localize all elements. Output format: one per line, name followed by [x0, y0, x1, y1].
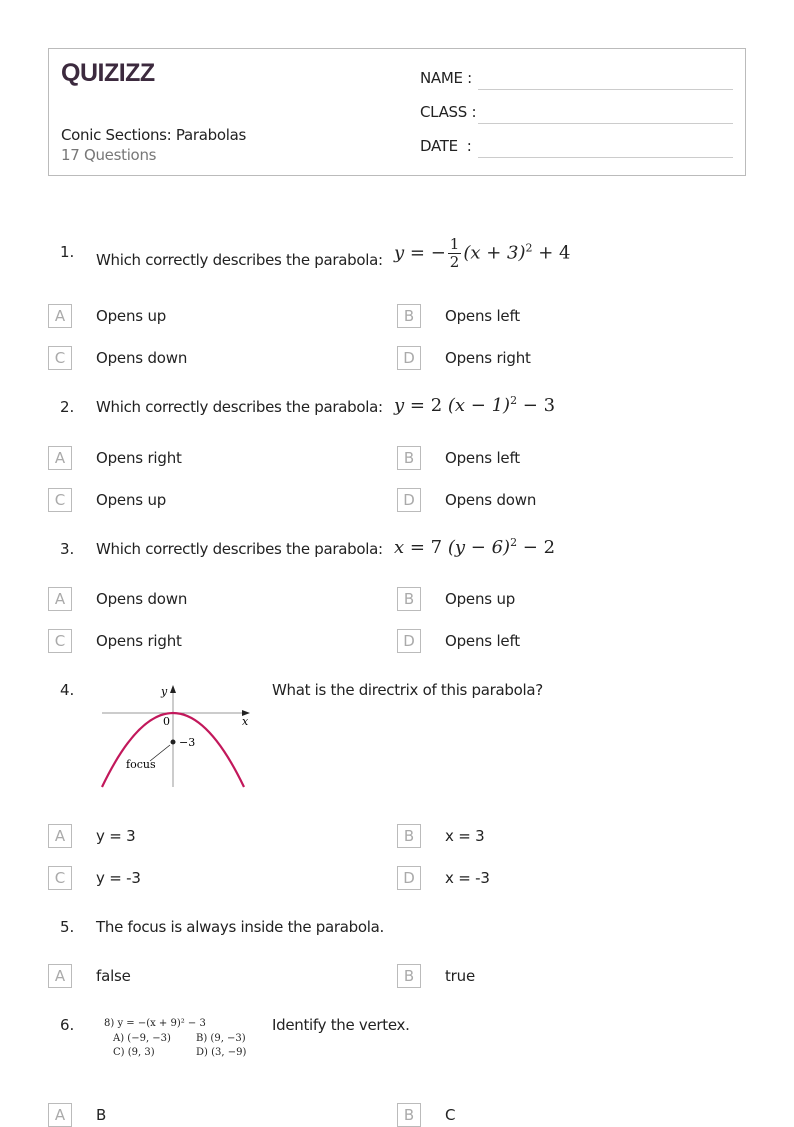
- focus-label: focus: [126, 758, 156, 771]
- option-a-box[interactable]: A: [48, 446, 72, 470]
- image-equation: 8) y = −(x + 9)² − 3: [104, 1018, 206, 1029]
- option-b-text: Opens up: [445, 590, 516, 608]
- class-field[interactable]: [478, 123, 733, 124]
- question-equation: y = − $\frac{1}{2}$ $(x + 3)^2 + 4$: [394, 235, 571, 271]
- option-b-box[interactable]: B: [397, 446, 421, 470]
- worksheet-header: [48, 48, 746, 176]
- option-d-box[interactable]: D: [397, 346, 421, 370]
- parabola-graph: [90, 675, 260, 795]
- question-text: Identify the vertex.: [272, 1016, 410, 1034]
- name-field[interactable]: [478, 89, 733, 90]
- question-text: Which correctly describes the parabola:: [96, 540, 383, 558]
- x-axis-label: x: [242, 715, 249, 728]
- option-c-text: Opens down: [96, 349, 188, 367]
- question-count: 17 Questions: [61, 146, 157, 164]
- y-axis-arrow-icon: [170, 685, 176, 693]
- option-c-text: Opens right: [96, 632, 182, 650]
- image-choice-c: C) (9, 3): [113, 1047, 155, 1058]
- option-d-text: Opens left: [445, 632, 520, 650]
- option-d-text: x = -3: [445, 869, 490, 887]
- question-number: 3.: [60, 540, 75, 558]
- option-b-text: x = 3: [445, 827, 485, 845]
- option-a-text: Opens down: [96, 590, 188, 608]
- option-a-text: Opens right: [96, 449, 182, 467]
- question-text: What is the directrix of this parabola?: [272, 681, 543, 699]
- option-c-box[interactable]: C: [48, 488, 72, 512]
- option-a-box[interactable]: A: [48, 964, 72, 988]
- option-d-box[interactable]: D: [397, 488, 421, 512]
- option-d-text: Opens down: [445, 491, 537, 509]
- image-choice-d: D) (3, −9): [196, 1047, 247, 1058]
- y-axis-label: y: [161, 685, 168, 698]
- option-a-text: B: [96, 1106, 107, 1124]
- image-choice-b: B) (9, −3): [196, 1033, 246, 1044]
- origin-label: 0: [163, 715, 170, 728]
- question-text: The focus is always inside the parabola.: [96, 918, 384, 936]
- option-a-box[interactable]: A: [48, 824, 72, 848]
- question-number: 2.: [60, 398, 75, 416]
- question-image: [104, 1018, 254, 1068]
- option-d-text: Opens right: [445, 349, 531, 367]
- option-b-box[interactable]: B: [397, 964, 421, 988]
- option-b-box[interactable]: B: [397, 587, 421, 611]
- question-number: 6.: [60, 1016, 75, 1034]
- question-text: Which correctly describes the parabola:: [96, 398, 383, 416]
- date-field[interactable]: [478, 157, 733, 158]
- question-number: 5.: [60, 918, 75, 936]
- option-b-box[interactable]: B: [397, 304, 421, 328]
- option-c-box[interactable]: C: [48, 346, 72, 370]
- question-number: 4.: [60, 681, 75, 699]
- option-a-text: false: [96, 967, 131, 985]
- date-label: DATE :: [420, 137, 472, 155]
- option-b-text: C: [445, 1106, 456, 1124]
- option-b-box[interactable]: B: [397, 824, 421, 848]
- quizizz-logo: QUIZIZZ: [61, 59, 155, 87]
- focus-value-label: −3: [179, 736, 196, 749]
- option-a-box[interactable]: A: [48, 304, 72, 328]
- option-c-box[interactable]: C: [48, 866, 72, 890]
- option-d-box[interactable]: D: [397, 629, 421, 653]
- question-equation: y = 2 $(x - 1)^2 - 3$: [394, 394, 556, 416]
- option-b-text: Opens left: [445, 307, 520, 325]
- option-a-box[interactable]: A: [48, 587, 72, 611]
- question-number: 1.: [60, 243, 75, 261]
- class-label: CLASS :: [420, 103, 477, 121]
- option-a-text: Opens up: [96, 307, 167, 325]
- focus-point: [171, 740, 176, 745]
- question-equation: x = 7 $(y - 6)^2 - 2$: [394, 536, 556, 558]
- option-c-box[interactable]: C: [48, 629, 72, 653]
- option-a-text: y = 3: [96, 827, 136, 845]
- option-c-text: y = -3: [96, 869, 141, 887]
- option-b-text: Opens left: [445, 449, 520, 467]
- option-b-box[interactable]: B: [397, 1103, 421, 1127]
- image-choice-a: A) (−9, −3): [113, 1033, 171, 1044]
- option-b-text: true: [445, 967, 475, 985]
- option-c-text: Opens up: [96, 491, 167, 509]
- question-text: Which correctly describes the parabola:: [96, 251, 383, 269]
- option-d-box[interactable]: D: [397, 866, 421, 890]
- worksheet-title: Conic Sections: Parabolas: [61, 126, 247, 144]
- option-a-box[interactable]: A: [48, 1103, 72, 1127]
- name-label: NAME :: [420, 69, 472, 87]
